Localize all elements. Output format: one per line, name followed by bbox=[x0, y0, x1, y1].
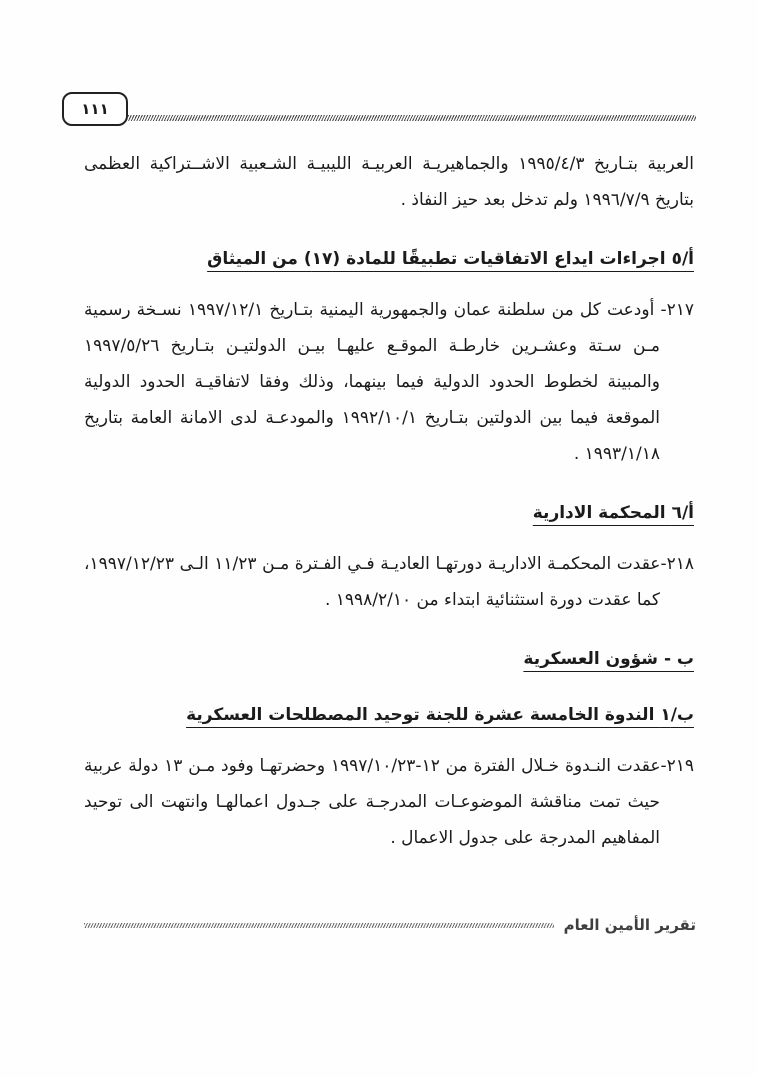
page-number-box bbox=[62, 92, 128, 126]
page-number: ١١١ bbox=[81, 100, 109, 118]
heading-b1-military-terminology-seminar: ب/١ الندوة الخامسة عشرة للجنة توحيد المصطلحات العسكرية bbox=[186, 705, 694, 725]
document-content bbox=[84, 146, 694, 856]
page-header bbox=[62, 92, 696, 126]
heading-a5-deposit-of-agreements: أ/٥ اجراءات ايداع الاتفاقيات تطبيقًا للمادة (١٧) من الميثاق bbox=[207, 249, 694, 269]
footer-dotted-rule bbox=[84, 923, 554, 928]
heading-a6-administrative-court: أ/٦ المحكمة الادارية bbox=[532, 503, 694, 523]
paragraph-intro: العربية بتـاريخ ١٩٩٥/٤/٣ والجماهيريـة العربيـة الليبيـة الشـعبية الاشــتراكية العظمى بتاريخ ١٩٩٦/٧/٩ ولم تدخل بعد حيز النفاذ . bbox=[84, 154, 695, 210]
paragraph-219: ٢١٩-عقدت النـدوة خـلال الفترة من ١٢-١٩٩٧/١٠/٢٣ وحضرتهـا وفود مـن ١٣ دولة عربية حيث تمت مناقشة الموضوعـات المدرجـة على جـدول اعمالهـا وانتهت الى توحيد المفاهيم المدرجة على جدول الاعمال . bbox=[84, 756, 695, 848]
footer-running-title: تقرير الأمين العام bbox=[563, 916, 696, 934]
paragraph-217: ٢١٧- أودعت كل من سلطنة عمان والجمهورية اليمنية بتـاريخ ١٩٩٧/١٢/١ نسـخة رسمية مـن سـتة وعشـرين خارطـة الموقـع عليهـا بيـن الدولتيـن بتـاريخ ١٩٩٧/٥/٢٦ والمبينة لخطوط الحدود الدولية فيما بينهما، وذلك وفقا لاتفاقيـة الحدود الدولية الموقعة فيما بين الدولتين بتـاريخ ١٩٩٢/١٠/١ والمودعـة لدى الامانة العامة بتاريخ ١٩٩٣/١/١٨ . bbox=[84, 300, 695, 464]
paragraph-218: ٢١٨-عقدت المحكمـة الاداريـة دورتهـا العاديـة فـي الفـترة مـن ١١/٢٣ الـى ١٩٩٧/١٢/٢٣، كما عقدت دورة استثنائية ابتداء من ١٩٩٨/٢/١٠ . bbox=[84, 554, 694, 610]
header-dotted-rule bbox=[128, 115, 696, 121]
heading-b-military-affairs: ب - شؤون العسكرية bbox=[523, 649, 694, 669]
page-footer bbox=[84, 916, 696, 934]
